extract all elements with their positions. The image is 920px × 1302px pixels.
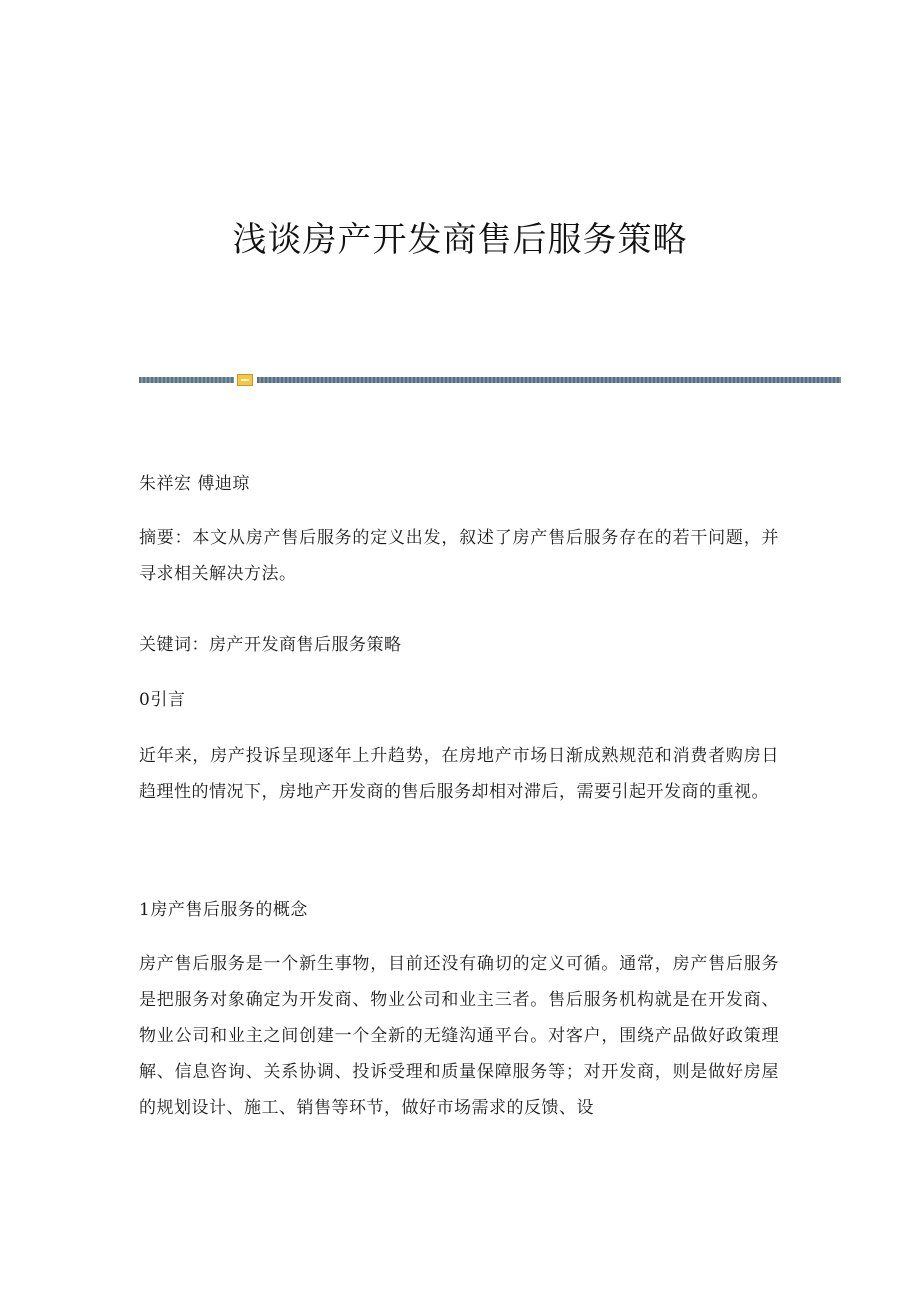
section-1-heading: 1房产售后服务的概念 [139, 900, 308, 920]
divider-emblem-icon [237, 374, 253, 386]
section-0-heading: 0引言 [139, 690, 186, 710]
section-1-paragraph: 房产售后服务是一个新生事物，目前还没有确切的定义可循。通常，房产售后服务是把服务对象确定为开发商、物业公司和业主三者。售后服务机构就是在开发商、物业公司和业主之间创建一个全新的无缝沟通平台。对客户，围绕产品做好政策理解、信息咨询、关系协调、投诉受理和质量保障服务等；对开发商，则是做好房屋的规划设计、施工、销售等环节，做好市场需求的反馈、设 [139, 954, 779, 1118]
title-divider [139, 374, 841, 386]
abstract: 摘要：本文从房产售后服务的定义出发，叙述了房产售后服务存在的若干问题，并寻求相关解决方法。 [139, 528, 779, 584]
authors: 朱祥宏 傅迪琼 [139, 474, 250, 494]
divider-right-bar [257, 377, 841, 383]
section-0-paragraph: 近年来，房产投诉呈现逐年上升趋势，在房地产市场日渐成熟规范和消费者购房日趋理性的情况下，房地产开发商的售后服务却相对滞后，需要引起开发商的重视。 [139, 746, 779, 802]
divider-left-bar [139, 377, 234, 383]
keywords: 关键词：房产开发商售后服务策略 [139, 635, 402, 655]
document-title: 浅谈房产开发商售后服务策略 [232, 220, 688, 260]
